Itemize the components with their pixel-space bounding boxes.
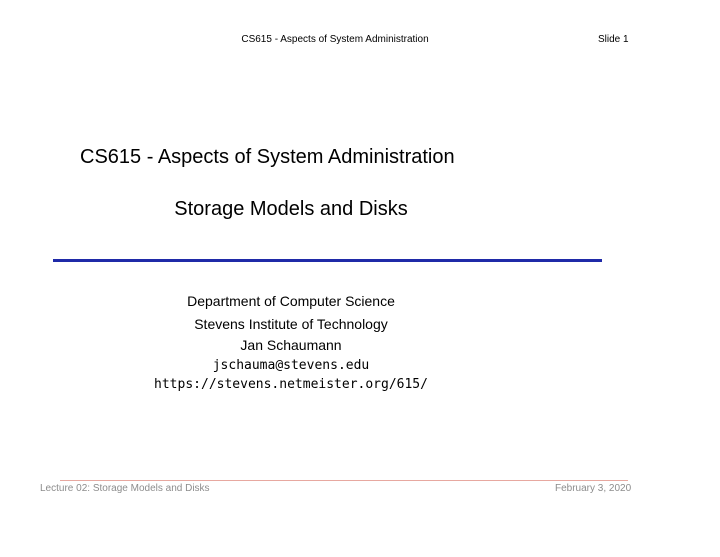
header-title: CS615 - Aspects of System Administration (241, 34, 429, 45)
department-text: Department of Computer Science (187, 293, 395, 309)
slide-title: CS615 - Aspects of System Administration (80, 146, 455, 168)
title-divider (53, 259, 602, 262)
author-email: jschauma@stevens.edu (212, 358, 370, 373)
footer-divider (60, 480, 628, 481)
slide-number: Slide 1 (598, 34, 629, 45)
footer-lecture: Lecture 02: Storage Models and Disks (40, 483, 210, 494)
course-url: https://stevens.netmeister.org/615/ (154, 377, 428, 392)
institute-text: Stevens Institute of Technology (194, 316, 388, 332)
footer-date: February 3, 2020 (555, 483, 632, 494)
author-name: Jan Schaumann (240, 337, 342, 353)
slide-subtitle: Storage Models and Disks (174, 198, 408, 220)
